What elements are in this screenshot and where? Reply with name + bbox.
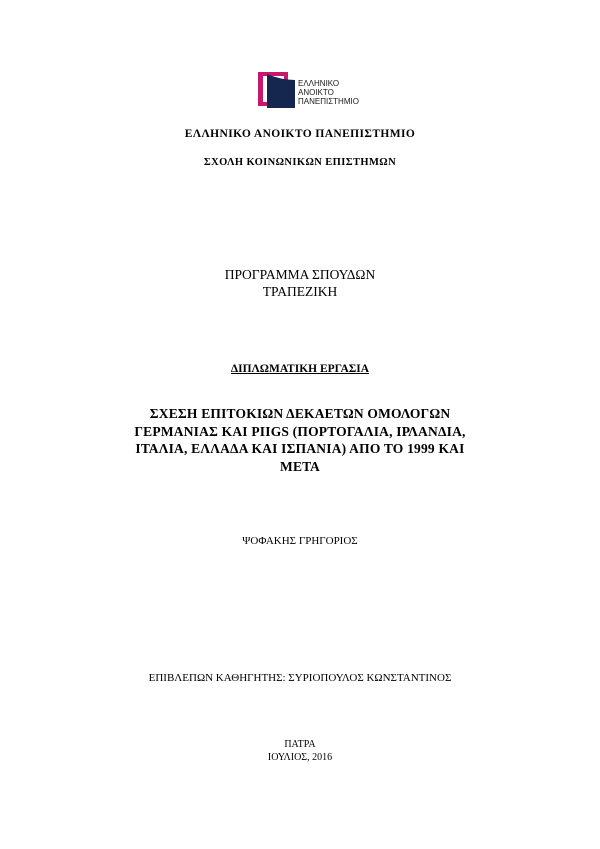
thesis-title-line-4: ΜΕΤΑ	[280, 458, 320, 474]
program-label: ΠΡΟΓΡΑΜΜΑ ΣΠΟΥΔΩΝ	[224, 267, 376, 282]
study-program	[0, 266, 600, 300]
thesis-title-line-2: ΓΕΡΜΑΝΙΑΣ ΚΑΙ PIIGS (ΠΟΡΤΟΓΑΛΙΑ, ΙΡΛΑΝΔΙΑ,	[134, 423, 466, 439]
date: ΙΟΥΛΙΟΣ, 2016	[267, 752, 333, 763]
place-and-date	[0, 738, 600, 764]
thesis-title	[0, 405, 600, 475]
university-name: ΕΛΛΗΝΙΚΟ ΑΝΟΙΚΤΟ ΠΑΝΕΠΙΣΤΗΜΙΟ	[184, 128, 416, 140]
university-logo	[258, 70, 368, 114]
program-name: ΤΡΑΠΕΖΙΚΗ	[262, 284, 338, 299]
logo-line-3: ΠΑΝΕΠΙΣΤΗΜΙΟ	[298, 97, 359, 106]
school-name: ΣΧΟΛΗ ΚΟΙΝΩΝΙΚΩΝ ΕΠΙΣΤΗΜΩΝ	[203, 157, 397, 168]
thesis-title-line-3: ΙΤΑΛΙΑ, ΕΛΛΑΔΑ ΚΑΙ ΙΣΠΑΝΙΑ) ΑΠΟ ΤΟ 1999 ΚΑΙ	[135, 441, 465, 456]
thesis-title-line-1: ΣΧΕΣΗ ΕΠΙΤΟΚΙΩΝ ΔΕΚΑΕΤΩΝ ΟΜΟΛΟΓΩΝ	[149, 406, 451, 421]
supervisor: ΕΠΙΒΛΕΠΩΝ ΚΑΘΗΓΗΤΗΣ: ΣΥΡΙΟΠΟΥΛΟΣ ΚΩΝΣΤΑΝΤΙΝΟΣ	[148, 672, 452, 684]
city: ΠΑΤΡΑ	[284, 739, 316, 750]
logo-line-2: ΑΝΟΙΚΤΟ	[298, 88, 334, 97]
logo-line-1: ΕΛΛΗΝΙΚΟ	[298, 79, 340, 88]
eap-logo-mark-icon	[258, 70, 296, 110]
document-type: ΔΙΠΛΩΜΑΤΙΚΗ ΕΡΓΑΣΙΑ	[230, 363, 370, 375]
logo-wordmark	[298, 79, 359, 106]
author-name: ΨΟΦΑΚΗΣ ΓΡΗΓΟΡΙΟΣ	[242, 535, 358, 547]
